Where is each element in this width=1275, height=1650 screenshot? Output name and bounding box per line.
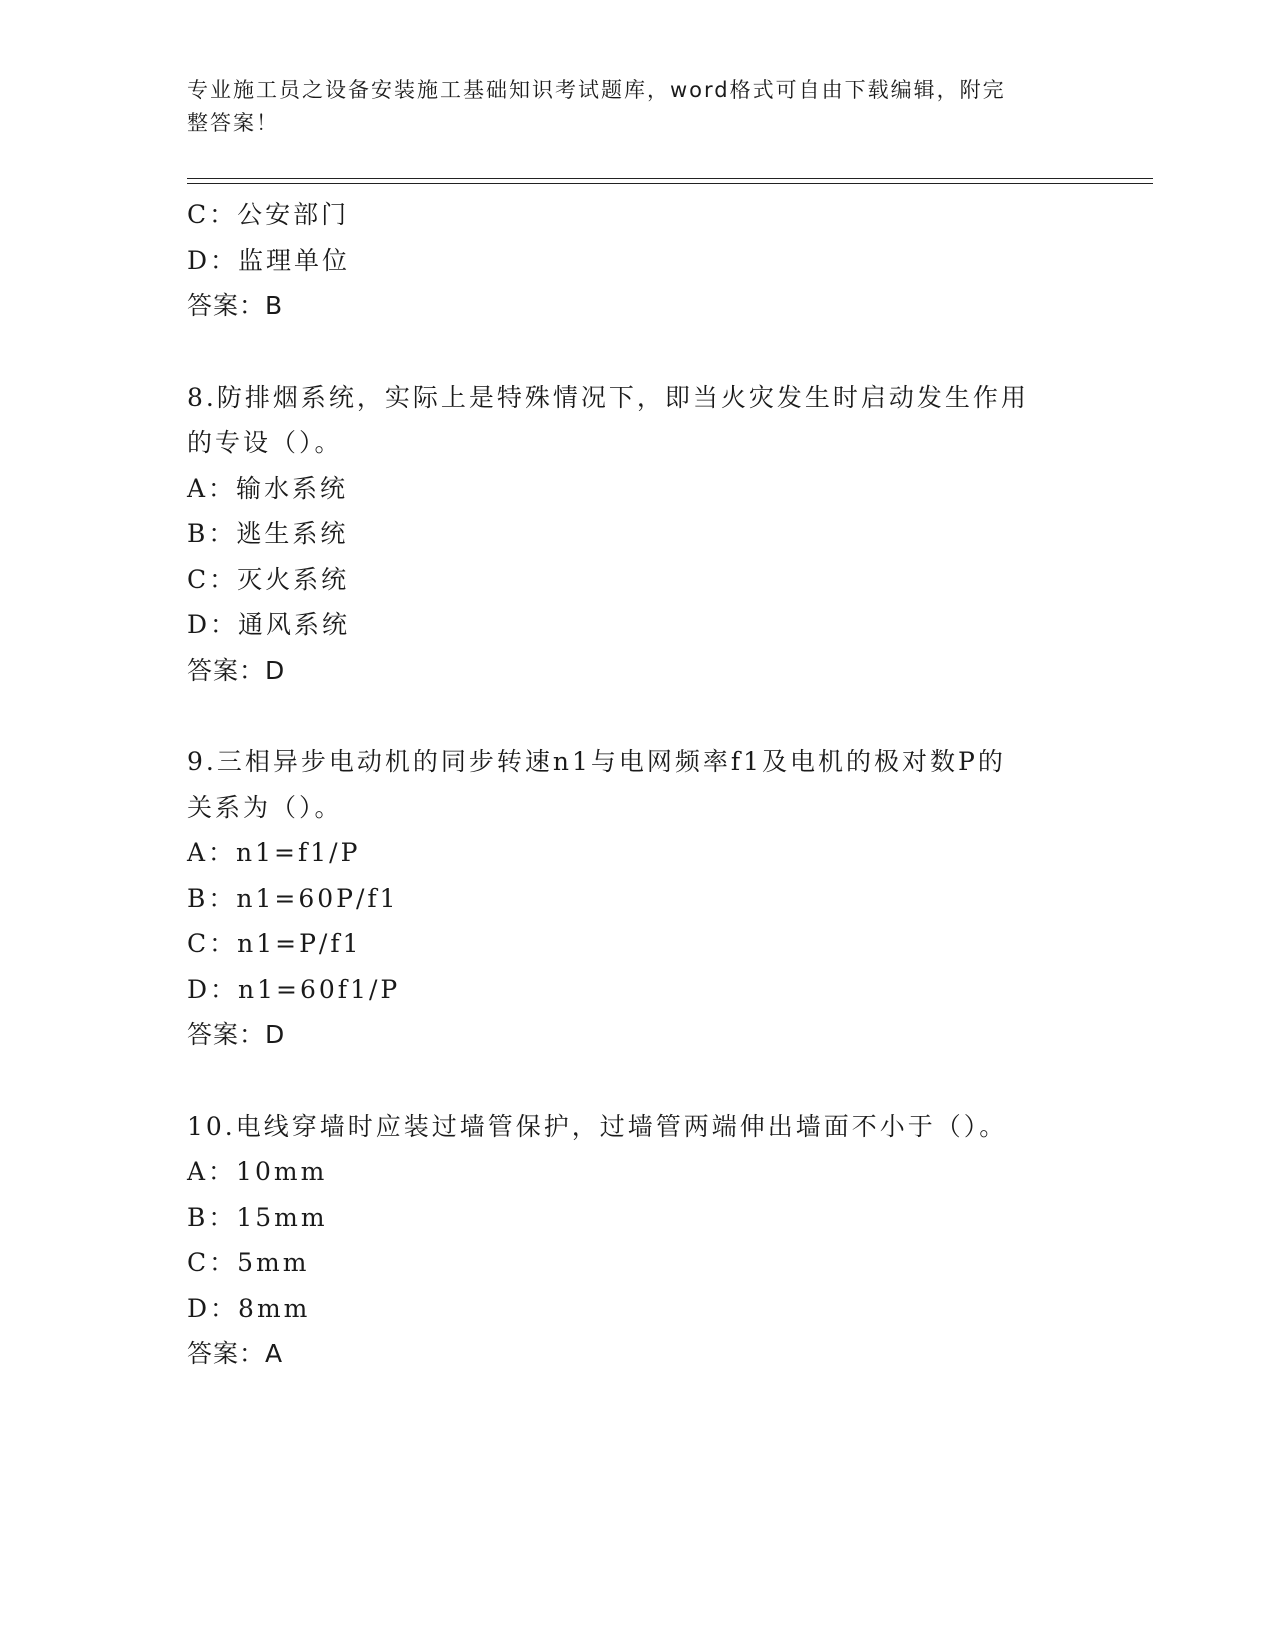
answer-line: 答案：B <box>187 291 284 320</box>
option-b: B：n1=60P/f1 <box>187 883 399 913</box>
option-d: D：监理单位 <box>187 245 351 275</box>
question-stem-line-1: 9.三相异步电动机的同步转速n1与电网频率f1及电机的极对数P的 <box>187 747 1006 776</box>
answer-line: 答案：A <box>187 1339 284 1368</box>
option-c: C：5mm <box>187 1248 310 1277</box>
previous-question-tail <box>187 192 1087 329</box>
question-9 <box>187 739 1087 1058</box>
option-c: C：n1=P/f1 <box>187 929 362 958</box>
option-d: D：n1=60f1/P <box>187 974 401 1004</box>
header-line-2: 整答案！ <box>187 111 279 135</box>
header-divider-bottom <box>187 183 1153 184</box>
question-stem-line-2: 关系为（）。 <box>187 792 343 822</box>
question-stem-line-2: 的专设（）。 <box>187 428 343 457</box>
answer-line: 答案：D <box>187 1020 286 1049</box>
question-stem-line-1: 8.防排烟系统，实际上是特殊情况下，即当火灾发生时启动发生作用 <box>187 382 1029 412</box>
option-c: C：灭火系统 <box>187 564 350 594</box>
header-divider-top <box>187 178 1153 179</box>
option-b: B：逃生系统 <box>187 519 349 548</box>
question-10 <box>187 1104 1087 1377</box>
option-a: A：n1=f1/P <box>187 838 361 867</box>
option-d: D：通风系统 <box>187 610 351 639</box>
answer-line: 答案：D <box>187 655 286 685</box>
option-b: B：15mm <box>187 1202 328 1232</box>
question-stem-line-1: 10.电线穿墙时应装过墙管保护，过墙管两端伸出墙面不小于（）。 <box>187 1111 1008 1141</box>
option-d: D：8mm <box>187 1293 311 1323</box>
question-list <box>187 192 1087 1377</box>
option-a: A：10mm <box>187 1157 328 1186</box>
document-header <box>187 74 1067 140</box>
header-line-1: 专业施工员之设备安装施工基础知识考试题库，word格式可自由下载编辑，附完 <box>187 78 1006 102</box>
option-a: A：输水系统 <box>187 473 349 503</box>
option-c: C：公安部门 <box>187 200 350 229</box>
question-8 <box>187 375 1087 694</box>
